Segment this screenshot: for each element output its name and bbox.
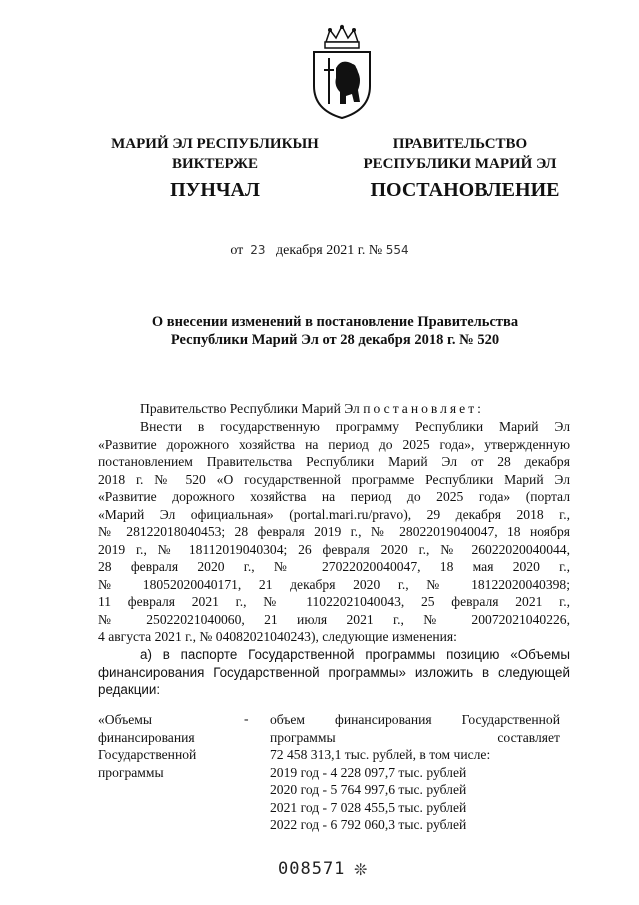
document-number: 554 (385, 243, 409, 257)
passport-value-line: 2022 год - 6 792 060,3 тыс. рублей (270, 817, 467, 832)
paragraph-line: а) в паспорте Государственной программы позицию «Объемы (140, 647, 570, 662)
passport-dash: - (244, 711, 249, 726)
date-month-year: декабря 2021 г. № (276, 243, 383, 258)
passport-value (270, 711, 560, 834)
passport-value-line: объем финансирования Государственной (270, 712, 560, 727)
title-left: ПУНЧАЛ (170, 179, 260, 201)
paragraph-line: № 25022021040060, 21 июля 2021 г., № 20072021040226, (98, 611, 570, 627)
paragraph-line: «Марий Эл официальная» (portal.mari.ru/pravo), 29 декабря 2018 г., (98, 506, 570, 522)
header-right-line2: РЕСПУБЛИКИ МАРИЙ ЭЛ (363, 156, 557, 172)
date-line (0, 243, 639, 259)
paragraph-line: «Развитие дорожного хозяйства на период до 2025 года», утвержденную (98, 436, 570, 452)
paragraph-line: 11 февраля 2021 г., № 11022021040043, 25 февраля 2021 г., (98, 594, 570, 609)
date-prefix: от (230, 243, 244, 258)
paragraph-line: 4 августа 2021 г., № 04082021040243), следующие изменения: (98, 629, 457, 644)
coat-of-arms-icon (302, 24, 382, 120)
paragraph-line: постановлением Правительства Республики Марий Эл от 28 декабря (98, 454, 570, 469)
paragraph-line: финансирования Государственной программы» изложить в следующей (98, 664, 570, 680)
passport-label-line: финансирования (98, 729, 195, 745)
amendment-paragraph (98, 418, 570, 646)
paragraph-line: 2018 г. № 520 «О государственной программе Республики Марий Эл (98, 471, 570, 487)
passport-value-line: программы составляет (270, 729, 560, 745)
paragraph-line: 2019 г., № 18112019040304; 26 февраля 2020 г., № 26022020040044, (98, 541, 570, 557)
preamble-resolves: постановляет: (363, 401, 484, 416)
item-a-paragraph (98, 646, 570, 699)
passport-value-line: 2019 год - 4 228 097,7 тыс. рублей (270, 764, 467, 780)
date-day: 23 (250, 243, 266, 257)
header-right (355, 134, 565, 174)
passport-value-line: 2021 год - 7 028 455,5 тыс. рублей (270, 799, 467, 815)
paragraph-line: редакции: (98, 682, 161, 697)
paragraph-line: № 28122018040453; 28 февраля 2019 г., № 28022019040047, 18 ноября (98, 524, 570, 539)
passport-value-line: 2020 год - 5 764 997,6 тыс. рублей (270, 782, 467, 797)
serial-number: 008571 (278, 859, 346, 879)
header-left-line1: МАРИЙ ЭЛ РЕСПУБЛИКЫН (111, 136, 319, 152)
header-left-line2: ВИКТЕРЖЕ (171, 156, 259, 172)
subject-line2: Республики Марий Эл от 28 декабря 2018 г. № 520 (170, 332, 500, 348)
document-subject (100, 313, 570, 349)
passport-label-line: Государственной (98, 747, 197, 762)
passport-label-line: «Объемы (98, 712, 152, 727)
title-right: ПОСТАНОВЛЕНИЕ (370, 179, 560, 201)
header-right-line1: ПРАВИТЕЛЬСТВО (392, 136, 528, 152)
paragraph-line: «Развитие дорожного хозяйства на период до 2025 года» (портал (98, 489, 570, 504)
paragraph-line: 28 февраля 2020 г., № 27022020040047, 18 мая 2020 г., (98, 559, 570, 574)
subject-line1: О внесении изменений в постановление Правительства (151, 314, 519, 330)
preamble-text: Правительство Республики Марий Эл (140, 401, 360, 416)
passport-label (98, 711, 228, 781)
serial-mark-icon: ❊ (354, 862, 368, 879)
passport-label-line: программы (98, 764, 164, 780)
paragraph-line: Внести в государственную программу Республики Марий Эл (140, 419, 570, 434)
paragraph-line: № 18052020040171, 21 декабря 2020 г., № 18122020040398; (98, 576, 570, 592)
passport-value-line: 72 458 313,1 тыс. рублей, в том числе: (270, 747, 491, 762)
header-left (95, 134, 335, 174)
preamble-paragraph (98, 400, 570, 418)
